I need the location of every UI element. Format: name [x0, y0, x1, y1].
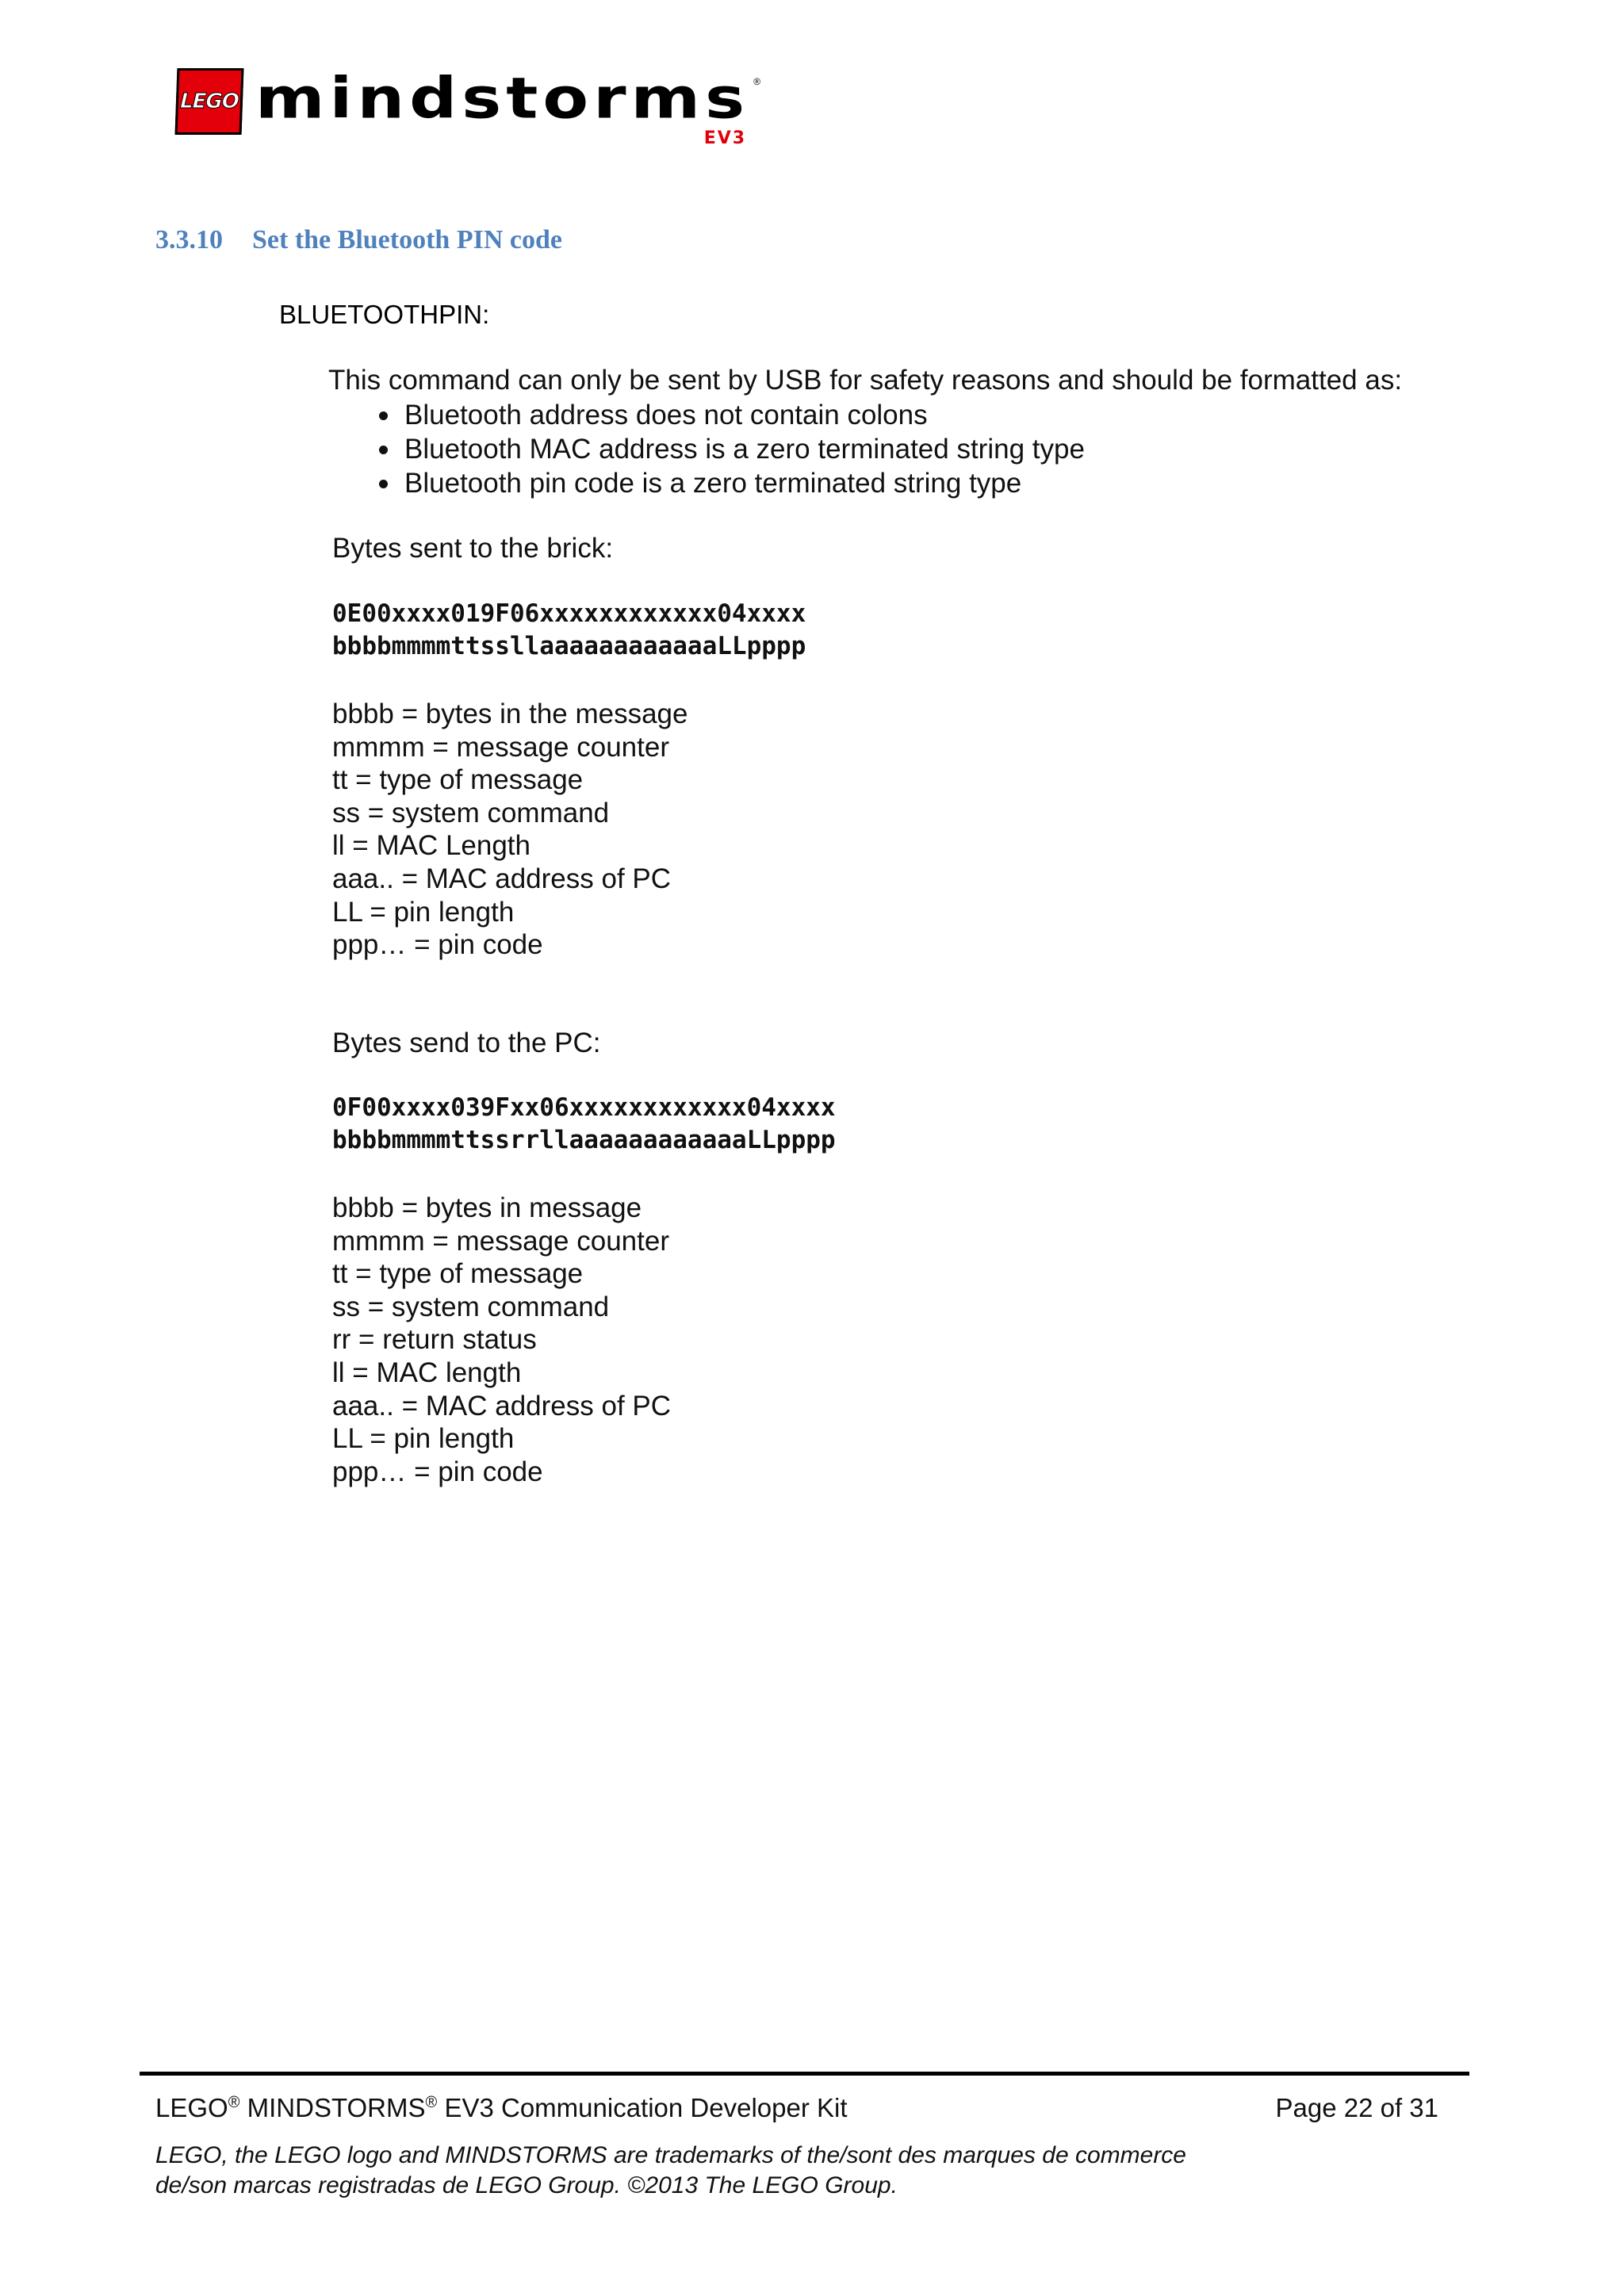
legend-item: tt = type of message — [332, 764, 584, 796]
section-title: Set the Bluetooth PIN code — [252, 225, 562, 254]
command-intro: This command can only be sent by USB for safety reasons and should be formatted as: — [328, 365, 1403, 396]
command-name: BLUETOOTHPIN: — [279, 300, 490, 329]
legend-item: aaa.. = MAC address of PC — [332, 1390, 672, 1422]
legend-item: ss = system command — [332, 797, 610, 828]
section-heading — [155, 225, 562, 255]
sent-code-line-1: 0E00xxxx019F06xxxxxxxxxxxx04xxxx — [332, 599, 806, 628]
lego-logo-text: LEGO — [179, 90, 239, 113]
list-item: Bluetooth MAC address is a zero terminated string type — [377, 432, 1085, 466]
legend-item: mmmm = message counter — [332, 1225, 669, 1257]
trademark-note: LEGO, the LEGO logo and MINDSTORMS are trademarks of the/sont des marques de commerce de/son marcas registradas de LEGO Group. ©2013 The LEGO Group. — [155, 2142, 1186, 2198]
footer-title — [155, 2093, 848, 2123]
format-bullet-list — [377, 398, 1085, 500]
legend-item: tt = type of message — [332, 1258, 584, 1290]
legend-item: ll = MAC length — [332, 1357, 522, 1388]
ev3-mark: EV3 — [703, 128, 747, 148]
section-number: 3.3.10 — [155, 225, 223, 254]
lego-mindstorms-logo — [176, 65, 761, 148]
reply-code-line-1: 0F00xxxx039Fxx06xxxxxxxxxxxx04xxxx — [332, 1093, 836, 1122]
footer-divider — [140, 2072, 1469, 2076]
legend-item: ppp… = pin code — [332, 1456, 543, 1487]
legend-item: ss = system command — [332, 1291, 610, 1322]
footer-title-rest: EV3 Communication Developer Kit — [444, 2093, 848, 2122]
legend-item: aaa.. = MAC address of PC — [332, 863, 672, 894]
reply-code-line-2: bbbbmmmmttssrrllaaaaaaaaaaaaLLpppp — [332, 1126, 836, 1154]
legend-item: ll = MAC Length — [332, 830, 530, 862]
legend-item: LL = pin length — [332, 1423, 515, 1455]
sent-heading: Bytes sent to the brick: — [332, 533, 614, 564]
sent-code-block — [332, 598, 806, 663]
registered-mark: ® — [228, 2094, 240, 2111]
sent-legend — [332, 698, 688, 962]
legend-item: bbbb = bytes in message — [332, 1192, 642, 1223]
list-item: Bluetooth address does not contain colons — [377, 398, 1085, 432]
legend-item: ppp… = pin code — [332, 929, 543, 961]
legend-item: rr = return status — [332, 1324, 537, 1356]
lego-logo — [175, 68, 244, 135]
reply-legend — [332, 1192, 671, 1488]
mindstorms-wordmark-text: mindstorms — [255, 65, 750, 132]
footer-title-lego: LEGO — [155, 2093, 228, 2122]
reply-heading: Bytes send to the PC: — [332, 1027, 601, 1058]
registered-mark: ® — [425, 2094, 438, 2111]
trademark-mark: ® — [753, 76, 761, 87]
list-item: Bluetooth pin code is a zero terminated string type — [377, 466, 1085, 500]
legend-item: bbbb = bytes in the message — [332, 698, 688, 729]
mindstorms-wordmark — [255, 65, 761, 148]
sent-code-line-2: bbbbmmmmttssllaaaaaaaaaaaaLLpppp — [332, 632, 806, 660]
page-number: Page 22 of 31 — [1275, 2093, 1438, 2122]
legend-item: LL = pin length — [332, 896, 515, 928]
reply-code-block — [332, 1092, 836, 1157]
footer-title-mindstorms: MINDSTORMS — [247, 2093, 426, 2122]
legend-item: mmmm = message counter — [332, 731, 669, 763]
